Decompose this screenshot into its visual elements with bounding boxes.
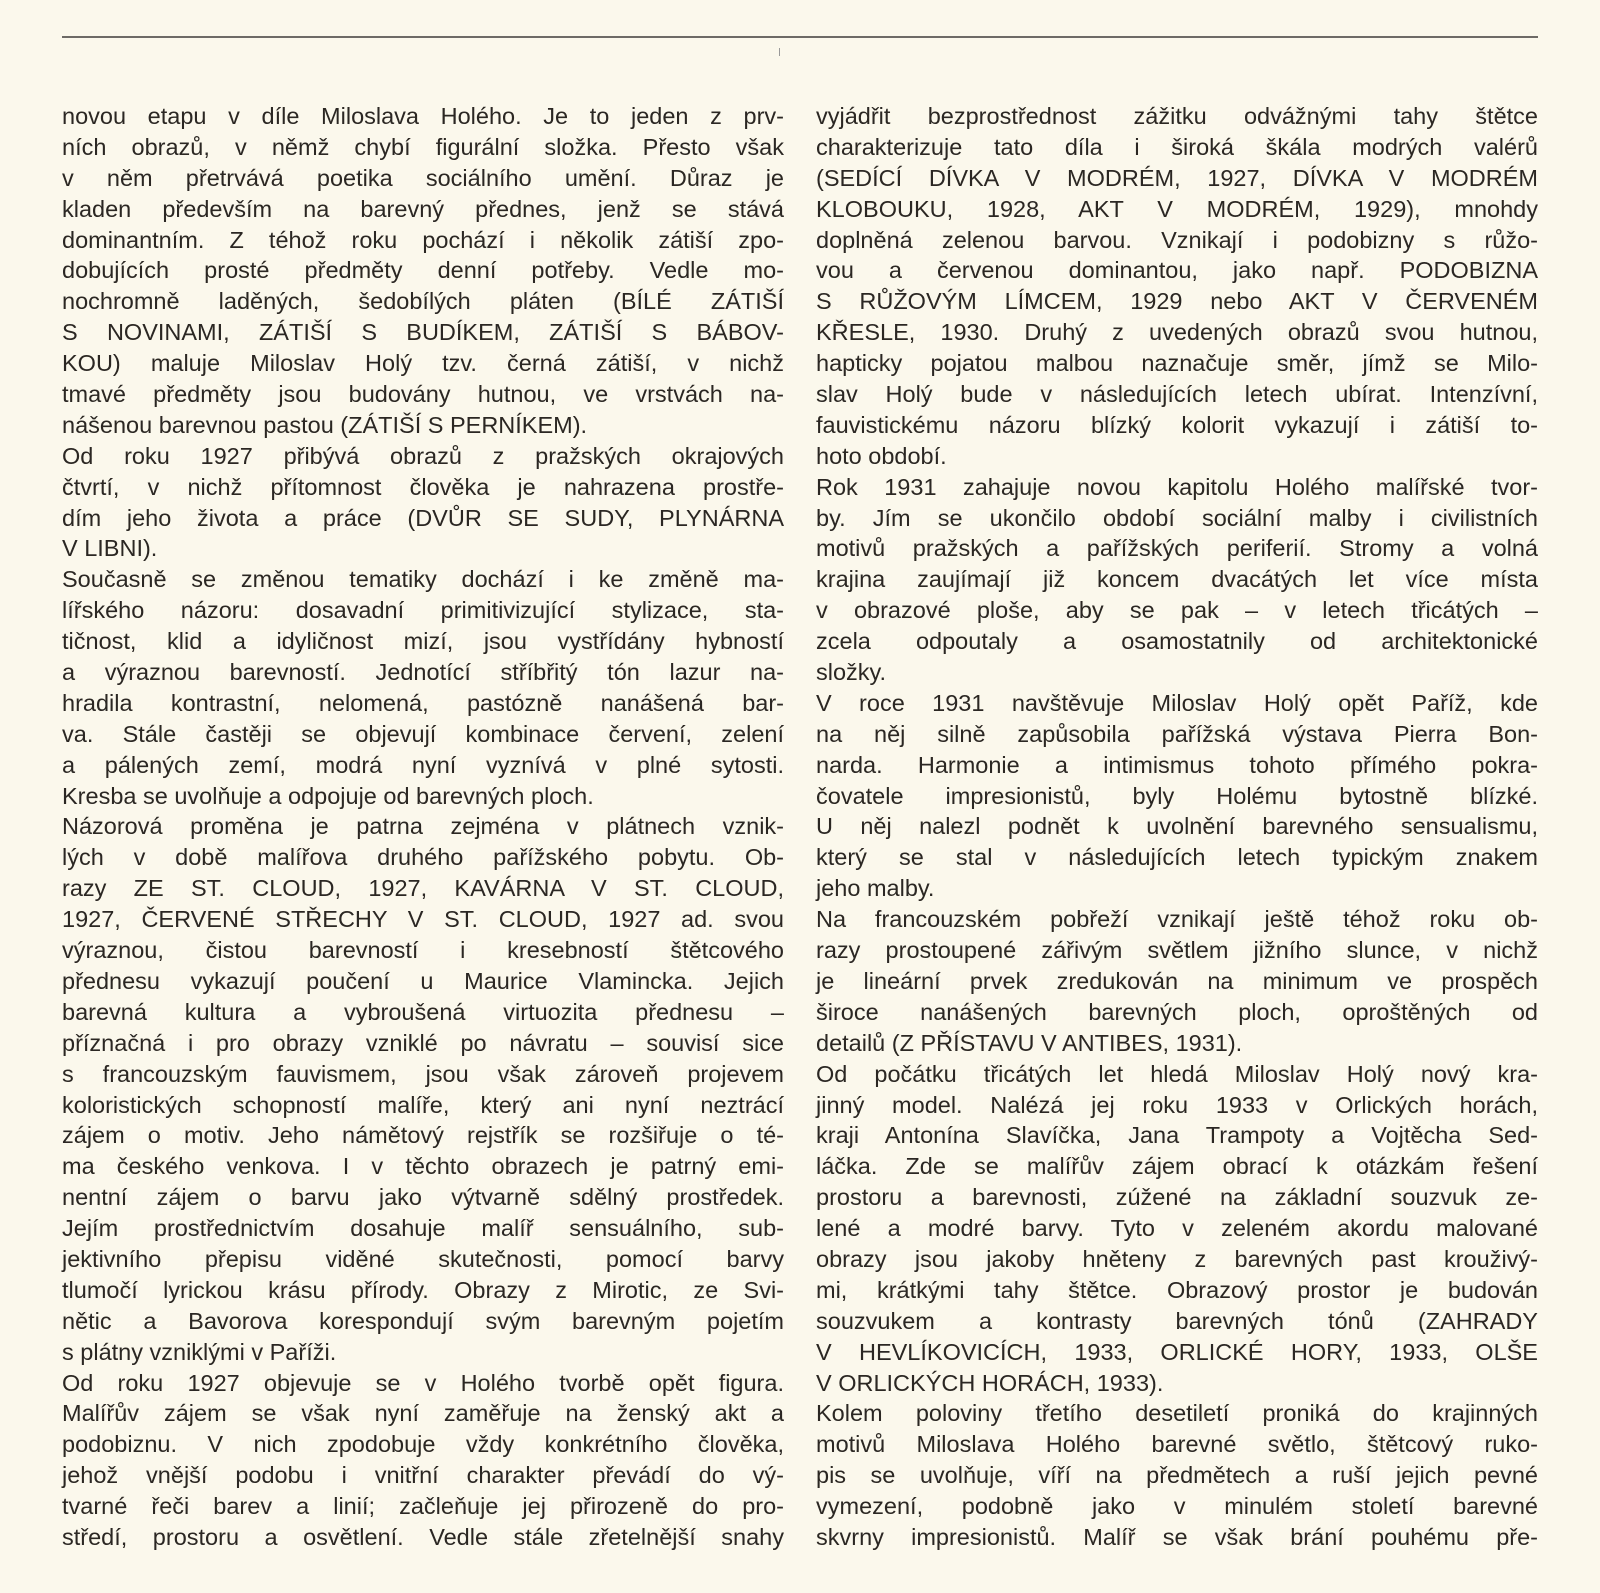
text-line: dobujících prosté předměty denní potřeby. Vedle mo- <box>62 257 784 284</box>
text-line: v něm přetrvává poetika sociálního umění. Důraz je <box>62 164 784 191</box>
text-line: Od roku 1927 objevuje se v Holého tvorbě opět figura. <box>62 1369 784 1396</box>
text-line: lířského názoru: dosavadní primitivizující stylizace, sta- <box>62 597 784 624</box>
text-line: fauvistickému názoru blízký kolorit vykazují i zátiší to- <box>816 411 1538 438</box>
text-line: jeho malby. <box>816 875 935 902</box>
text-line: nochromně laděných, šedobílých pláten (BÍLÉ ZÁTIŠÍ <box>62 288 784 315</box>
text-line: hapticky pojatou malbou naznačuje směr, jímž se Milo- <box>816 350 1538 377</box>
text-line: středí, prostoru a osvětlení. Vedle stále zřetelnější snahy <box>62 1523 784 1550</box>
text-line: Kolem poloviny třetího desetiletí proniká do krajinných <box>816 1400 1538 1427</box>
text-line: je lineární prvek zredukován na minimum ve prospěch <box>816 967 1538 994</box>
text-line: S RŮŽOVÝM LÍMCEM, 1929 nebo AKT V ČERVENÉM <box>816 288 1538 315</box>
paragraph <box>816 904 1538 1058</box>
text-line: Názorová proměna je patrna zejména v plátnech vznik- <box>62 813 784 840</box>
text-line: široce nanášených barevných ploch, oproštěných od <box>816 998 1538 1025</box>
paragraph <box>62 441 784 565</box>
text-line: barevná kultura a vybroušená virtuozita přednesu – <box>62 998 784 1025</box>
text-line: V HEVLÍKOVICÍCH, 1933, ORLICKÉ HORY, 1933, OLŠE <box>816 1338 1538 1365</box>
text-line: V roce 1931 navštěvuje Miloslav Holý opět Paříž, kde <box>816 689 1538 716</box>
text-line: motivů Miloslava Holého barevné světlo, štětcový ruko- <box>816 1431 1538 1458</box>
text-line: tlumočí lyrickou krásu přírody. Obrazy z Mirotic, ze Svi- <box>62 1276 784 1303</box>
text-line: razy prostoupené zářivým světlem jižního slunce, v nichž <box>816 937 1538 964</box>
text-line: na něj silně zapůsobila pařížská výstava Pierra Bon- <box>816 720 1538 747</box>
text-line: Kresba se uvolňuje a odpojuje od barevných ploch. <box>62 782 594 809</box>
text-line: jektivního přepisu viděné skutečnosti, pomocí barvy <box>62 1245 784 1272</box>
text-line: narda. Harmonie a intimismus tohoto přímého pokra- <box>816 751 1538 778</box>
text-line: ních obrazů, v němž chybí figurální složka. Přesto však <box>62 133 784 160</box>
text-line: kladen především na barevný přednes, jenž se stává <box>62 195 784 222</box>
text-line: láčka. Zde se malířův zájem obrací k otázkám řešení <box>816 1153 1538 1180</box>
text-line: který se stal v následujících letech typickým znakem <box>816 844 1538 871</box>
text-line: razy ZE ST. CLOUD, 1927, KAVÁRNA V ST. CLOUD, <box>62 875 784 902</box>
text-line: krajina zaujímají již koncem dvacátých let více místa <box>816 566 1538 593</box>
text-line: koloristických schopností malíře, který ani nyní neztrácí <box>62 1091 784 1118</box>
text-line: pis se uvolňuje, víří na předmětech a ruší jejich pevné <box>816 1462 1538 1489</box>
text-line: příznačná i pro obrazy vzniklé po návratu – souvisí sice <box>62 1029 784 1056</box>
text-line: charakterizuje tato díla i široká škála modrých valérů <box>816 133 1538 160</box>
paragraph <box>62 564 784 811</box>
text-line: detailů (Z PŘÍSTAVU V ANTIBES, 1931). <box>816 1029 1243 1056</box>
text-line: V ORLICKÝCH HORÁCH, 1933). <box>816 1369 1164 1396</box>
text-line: Jejím prostřednictvím dosahuje malíř sensuálního, sub- <box>62 1215 784 1242</box>
text-line: tmavé předměty jsou budovány hutnou, ve vrstvách na- <box>62 381 784 408</box>
text-line: nentní zájem o barvu jako výtvarně sdělný prostředek. <box>62 1184 784 1211</box>
text-line: novou etapu v díle Miloslava Holého. Je to jeden z prv- <box>62 103 784 129</box>
text-line: Od roku 1927 přibývá obrazů z pražských okrajových <box>62 442 784 469</box>
text-line: S NOVINAMI, ZÁTIŠÍ S BUDÍKEM, ZÁTIŠÍ S BÁBOV- <box>62 319 784 346</box>
text-line: U něj nalezl podnět k uvolnění barevného sensualismu, <box>816 813 1538 840</box>
text-line: zájem o motiv. Jeho námětový rejstřík se rozšiřuje o té- <box>62 1122 784 1149</box>
text-line: Od počátku třicátých let hledá Miloslav Holý nový kra- <box>816 1060 1538 1087</box>
text-line: podobiznu. V nich zpodobuje vždy konkrétního člověka, <box>62 1431 784 1458</box>
text-line: tičnost, klid a idyličnost mizí, jsou vystřídány hybností <box>62 628 784 655</box>
text-line: hradila kontrastní, nelomená, pastózně nanášená bar- <box>62 689 784 716</box>
paragraph <box>62 1368 784 1553</box>
text-line: KLOBOUKU, 1928, AKT V MODRÉM, 1929), mnohdy <box>816 195 1538 222</box>
text-line: nětic a Bavorova korespondují svým barevným pojetím <box>62 1307 784 1334</box>
text-line: by. Jím se ukončilo období sociální malby i civilistních <box>816 504 1538 531</box>
text-column-right <box>816 101 1538 1553</box>
text-line: výraznou, čistou barevností i kresebností štětcového <box>62 937 784 964</box>
paragraph <box>816 472 1538 688</box>
fold-mark <box>779 48 780 56</box>
text-line: s plátny vzniklými v Paříži. <box>62 1338 337 1365</box>
text-line: Malířův zájem se však nyní zaměřuje na ženský akt a <box>62 1400 784 1427</box>
text-line: lých v době malířova druhého pařížského pobytu. Ob- <box>62 844 784 871</box>
text-line: vou a červenou dominantou, jako např. PODOBIZNA <box>816 257 1538 284</box>
paragraph <box>62 101 784 441</box>
text-line: jehož vnější podobu i vnitřní charakter převádí do vý- <box>62 1462 784 1489</box>
header-rule <box>62 36 1538 38</box>
text-line: Rok 1931 zahajuje novou kapitolu Holého malířské tvor- <box>816 473 1538 500</box>
text-line: va. Stále častěji se objevují kombinace červení, zelení <box>62 720 784 747</box>
text-column-left <box>62 101 784 1553</box>
text-line: 1927, ČERVENÉ STŘECHY V ST. CLOUD, 1927 ad. svou <box>62 906 784 933</box>
text-line: zcela odpoutaly a osamostatnily od architektonické <box>816 628 1538 655</box>
text-line: Na francouzském pobřeží vznikají ještě téhož roku ob- <box>816 906 1538 933</box>
text-line: skvrny impresionistů. Malíř se však brání pouhému pře- <box>816 1523 1538 1550</box>
text-line: a pálených zemí, modrá nyní vyznívá v plné sytosti. <box>62 751 784 778</box>
text-line: kraji Antonína Slavíčka, Jana Trampoty a Vojtěcha Sed- <box>816 1122 1538 1149</box>
text-line: Současně se změnou tematiky dochází i ke změně ma- <box>62 566 784 593</box>
paragraph <box>816 1059 1538 1399</box>
text-line: čovatele impresionistů, byly Holému bytostně blízké. <box>816 782 1538 809</box>
text-line: doplněná zelenou barvou. Vznikají i podobizny s růžo- <box>816 226 1538 253</box>
text-line: KOU) maluje Miloslav Holý tzv. černá zátiší, v nichž <box>62 350 784 377</box>
text-line: v obrazové ploše, aby se pak – v letech třicátých – <box>816 597 1538 624</box>
text-line: dominantním. Z téhož roku pochází i několik zátiší zpo- <box>62 226 784 253</box>
text-line: vyjádřit bezprostřednost zážitku odvážnými tahy štětce <box>816 103 1538 129</box>
text-line: ma českého venkova. I v těchto obrazech je patrný emi- <box>62 1153 784 1180</box>
paragraph <box>62 811 784 1367</box>
text-line: hoto období. <box>816 442 947 469</box>
text-line: čtvrtí, v nichž přítomnost člověka je nahrazena prostře- <box>62 473 784 500</box>
paragraph <box>816 688 1538 904</box>
text-line: mi, krátkými tahy štětce. Obrazový prostor je budován <box>816 1276 1538 1303</box>
text-line: jinný model. Nalézá jej roku 1933 v Orlických horách, <box>816 1091 1538 1118</box>
text-line: (SEDÍCÍ DÍVKA V MODRÉM, 1927, DÍVKA V MODRÉM <box>816 164 1538 191</box>
text-line: tvarné řeči barev a linií; začleňuje jej přirozeně do pro- <box>62 1493 784 1520</box>
text-line: nášenou barevnou pastou (ZÁTIŠÍ S PERNÍKEM). <box>62 411 588 438</box>
text-line: motivů pražských a pařížských periferií. Stromy a volná <box>816 535 1538 562</box>
text-line: vymezení, podobně jako v minulém století barevné <box>816 1493 1538 1520</box>
paragraph <box>816 1398 1538 1552</box>
paragraph <box>816 101 1538 472</box>
text-line: lené a modré barvy. Tyto v zeleném akordu malované <box>816 1215 1538 1242</box>
text-line: KŘESLE, 1930. Druhý z uvedených obrazů svou hutnou, <box>816 319 1538 346</box>
text-line: a výraznou barevností. Jednotící stříbřitý tón lazur na- <box>62 659 784 686</box>
text-line: dím jeho života a práce (DVŮR SE SUDY, PLYNÁRNA <box>62 504 784 531</box>
text-line: souzvukem a kontrasty barevných tónů (ZAHRADY <box>816 1307 1538 1334</box>
text-line: přednesu vykazují poučení u Maurice Vlamincka. Jejich <box>62 967 784 994</box>
text-line: prostoru a barevnosti, zúžené na základní souzvuk ze- <box>816 1184 1538 1211</box>
text-line: složky. <box>816 659 887 686</box>
text-line: slav Holý bude v následujících letech ubírat. Intenzívní, <box>816 381 1538 408</box>
text-line: s francouzským fauvismem, jsou však zároveň projevem <box>62 1060 784 1087</box>
text-line: V LIBNI). <box>62 535 158 562</box>
text-line: obrazy jsou jakoby hněteny z barevných past krouživý- <box>816 1245 1538 1272</box>
